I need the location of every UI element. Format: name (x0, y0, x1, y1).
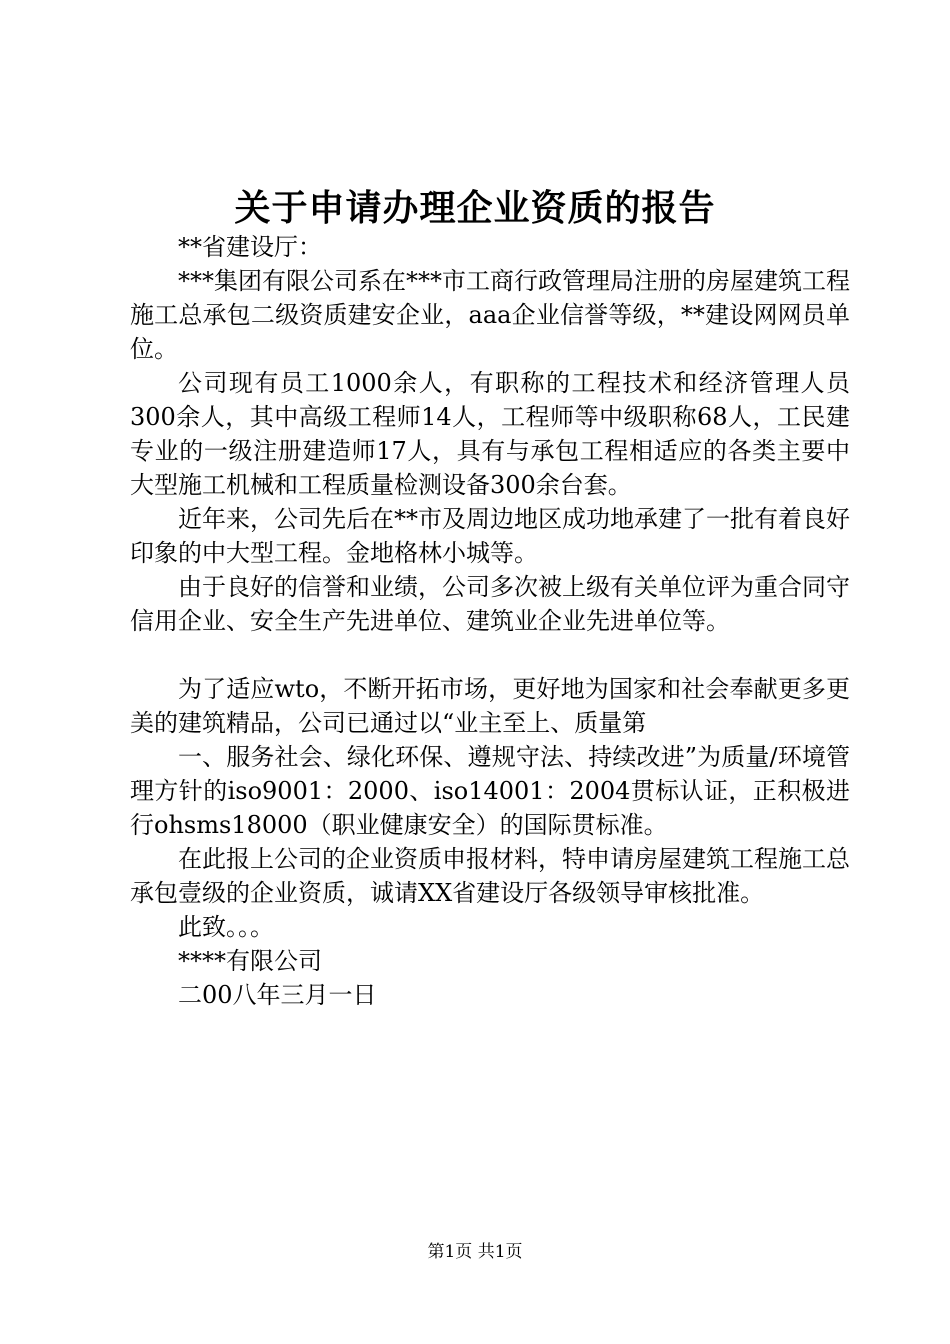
document-title: 关于申请办理企业资质的报告 (234, 187, 716, 229)
salutation: **省建设厅： (178, 233, 322, 261)
paragraph-spacer (130, 638, 850, 672)
date: 二00八年三月一日 (178, 981, 377, 1009)
paragraph-honors: 由于良好的信誉和业绩，公司多次被上级有关单位评为重合同守信用企业、安全生产先进单位、建筑业企业先进单位等。 (130, 573, 850, 635)
paragraph-company-intro: ***集团有限公司系在***市工商行政管理局注册的房屋建筑工程施工总承包二级资质建安企业，aaa企业信誉等级，**建设网网员单位。 (130, 267, 850, 363)
paragraph-certification: 一、服务社会、绿化环保、遵规守法、持续改进”为质量/环境管理方针的iso9001：2000、iso14001：2004贯标认证，正积极进行ohsms18000（职业健康安全）的国际贯标准。 (130, 743, 850, 839)
paragraph-request: 在此报上公司的企业资质申报材料，特申请房屋建筑工程施工总承包壹级的企业资质，诚请XX省建设厅各级领导审核批准。 (130, 845, 850, 907)
closing: 此致。。。 (178, 913, 274, 941)
document-body (130, 230, 850, 1012)
page-footer: 第1页 共1页 (427, 1242, 523, 1262)
paragraph-wto: 为了适应wto，不断开拓市场，更好地为国家和社会奉献更多更美的建筑精品，公司已通过以“业主至上、质量第 (130, 675, 850, 737)
paragraph-projects: 近年来，公司先后在**市及周边地区成功地承建了一批有着良好印象的中大型工程。金地格林小城等。 (130, 505, 850, 567)
signature: ****有限公司 (178, 947, 322, 975)
paragraph-staff: 公司现有员工1000余人，有职称的工程技术和经济管理人员300余人，其中高级工程师14人，工程师等中级职称68人，工民建专业的一级注册建造师17人，具有与承包工程相适应的各类主要中大型施工机械和工程质量检测设备300余台套。 (130, 369, 850, 499)
